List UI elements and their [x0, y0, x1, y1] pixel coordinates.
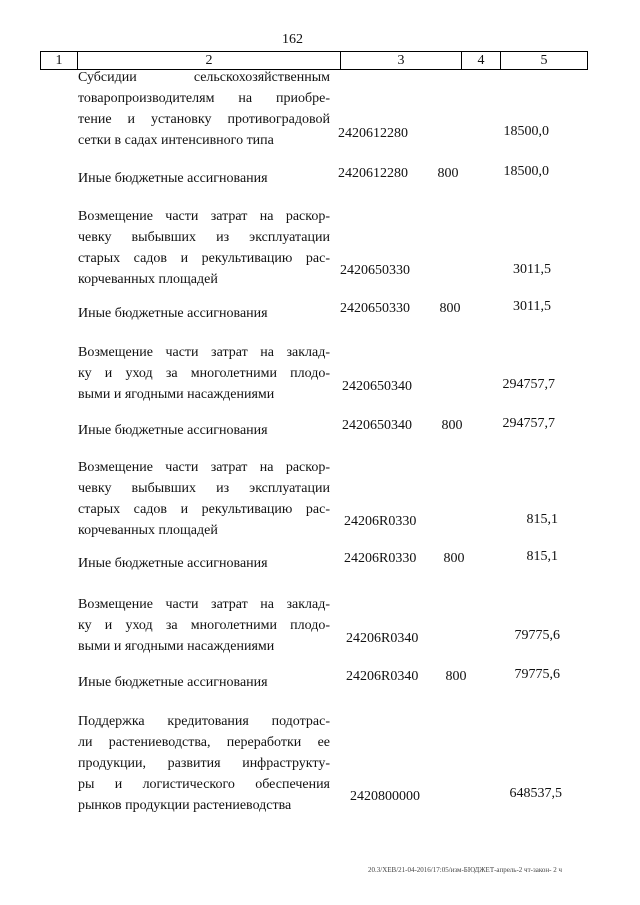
description-line: товаропроизводителям на приобре-: [78, 91, 330, 106]
row-description: [78, 594, 330, 657]
row-type: 800: [441, 418, 463, 433]
description-line: сетки в садах интенсивного типа: [78, 133, 274, 148]
row-code: 2420650330: [340, 301, 410, 316]
row-amount: 294757,7: [502, 416, 555, 431]
row-amount: 294757,7: [502, 377, 555, 392]
description-line: ры и логистического обеспечения: [78, 777, 330, 792]
description-line: продукции, развития инфраструкту-: [78, 756, 330, 771]
description-line: Иные бюджетные ассигнования: [78, 675, 268, 690]
row-description: [78, 457, 330, 541]
header-col-4: 4: [477, 53, 485, 68]
description-line: Возмещение части затрат на раскор-: [78, 209, 330, 224]
header-col-1: 1: [55, 53, 63, 68]
row-code: 2420650330: [340, 263, 410, 278]
description-line: чевку выбывших из эксплуатации: [78, 230, 330, 245]
description-line: корчеванных площадей: [78, 272, 218, 287]
description-line: тение и установку противоградовой: [78, 112, 330, 127]
description-line: Иные бюджетные ассигнования: [78, 556, 268, 571]
row-amount: 18500,0: [503, 124, 549, 139]
description-line: чевку выбывших из эксплуатации: [78, 481, 330, 496]
header-col-5: 5: [540, 53, 548, 68]
row-type: 800: [445, 669, 467, 684]
row-description: [78, 303, 330, 324]
row-type: 800: [437, 166, 459, 181]
row-description: [78, 168, 330, 189]
description-line: Иные бюджетные ассигнования: [78, 171, 268, 186]
description-line: рынков продукции растениеводства: [78, 798, 292, 813]
row-code: 24206R0340: [346, 631, 419, 646]
description-line: Иные бюджетные ассигнования: [78, 306, 268, 321]
row-code: 2420800000: [350, 789, 420, 804]
description-line: выми и ягодными насаждениями: [78, 639, 275, 654]
description-line: Субсидии сельскохозяйственным: [78, 70, 330, 85]
row-description: [78, 206, 330, 290]
row-description: [78, 553, 330, 574]
row-amount: 3011,5: [513, 299, 551, 314]
description-line: выми и ягодными насаждениями: [78, 387, 275, 402]
footer-file-reference: 20.3/ХЕВ/21-04-2016/17:05/изм-БЮДЖЕТ-апрель-2 чт-закон- 2 ч: [368, 866, 562, 874]
row-description: [78, 342, 330, 405]
row-amount: 79775,6: [514, 628, 560, 643]
row-description: [78, 672, 330, 693]
row-code: 2420650340: [342, 379, 412, 394]
row-description: [78, 711, 330, 816]
row-amount: 18500,0: [503, 164, 549, 179]
row-type: 800: [439, 301, 461, 316]
description-line: корчеванных площадей: [78, 523, 218, 538]
row-code: 24206R0330: [344, 551, 417, 566]
header-col-3: 3: [397, 53, 405, 68]
row-description: [78, 67, 330, 151]
description-line: Иные бюджетные ассигнования: [78, 423, 268, 438]
description-line: ку и уход за многолетними плодо-: [78, 618, 330, 633]
description-line: Поддержка кредитования подотрас-: [78, 714, 330, 729]
description-line: Возмещение части затрат на раскор-: [78, 460, 330, 475]
row-amount: 815,1: [526, 512, 558, 527]
header-col-2: 2: [205, 53, 213, 68]
row-amount: 3011,5: [513, 262, 551, 277]
page-number: 162: [282, 32, 303, 47]
row-amount: 79775,6: [514, 667, 560, 682]
row-code: 24206R0330: [344, 514, 417, 529]
description-line: старых садов и рекультивацию рас-: [78, 502, 330, 517]
row-code: 2420612280: [338, 126, 408, 141]
row-code: 2420650340: [342, 418, 412, 433]
description-line: Возмещение части затрат на заклад-: [78, 597, 330, 612]
row-description: [78, 420, 330, 441]
row-code: 24206R0340: [346, 669, 419, 684]
row-amount: 815,1: [526, 549, 558, 564]
description-line: ли растениеводства, переработки ее: [78, 735, 330, 750]
row-type: 800: [443, 551, 465, 566]
description-line: старых садов и рекультивацию рас-: [78, 251, 330, 266]
description-line: ку и уход за многолетними плодо-: [78, 366, 330, 381]
row-amount: 648537,5: [509, 786, 562, 801]
row-code: 2420612280: [338, 166, 408, 181]
description-line: Возмещение части затрат на заклад-: [78, 345, 330, 360]
